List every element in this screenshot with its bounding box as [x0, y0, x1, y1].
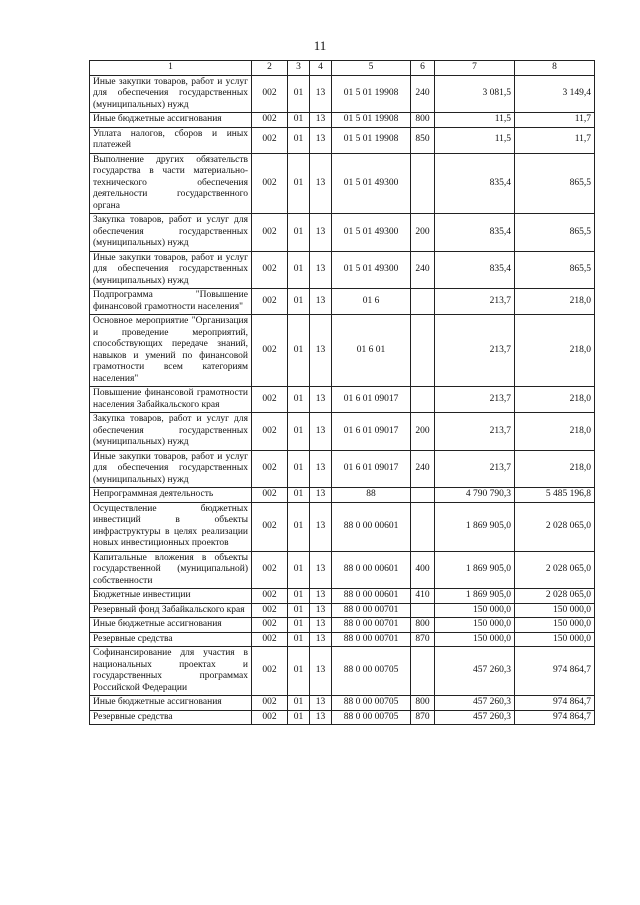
- row-name: Уплата налогов, сборов и иных платежей: [90, 127, 252, 153]
- cell-amount-year-1: 213,7: [435, 289, 515, 315]
- cell-expense-type: 200: [411, 413, 435, 451]
- cell-target-item: 88 0 00 00601: [332, 589, 411, 604]
- cell-subsection: 13: [310, 75, 332, 113]
- cell-expense-type: [411, 387, 435, 413]
- cell-expense-type: 870: [411, 632, 435, 647]
- cell-expense-type: [411, 502, 435, 551]
- cell-target-item: 01 5 01 19908: [332, 127, 411, 153]
- cell-ministry: 002: [252, 127, 288, 153]
- cell-ministry: 002: [252, 551, 288, 589]
- cell-amount-year-1: 457 260,3: [435, 647, 515, 696]
- cell-amount-year-1: 150 000,0: [435, 603, 515, 618]
- cell-amount-year-2: 865,5: [515, 153, 595, 214]
- row-name: Закупка товаров, работ и услуг для обеспечения государственных (муниципальных) нужд: [90, 413, 252, 451]
- cell-section: 01: [288, 214, 310, 252]
- cell-expense-type: [411, 647, 435, 696]
- cell-expense-type: [411, 488, 435, 503]
- row-name: Непрограммная деятельность: [90, 488, 252, 503]
- table-row: [90, 450, 595, 488]
- cell-amount-year-1: 835,4: [435, 153, 515, 214]
- page-number: 11: [313, 38, 327, 53]
- table-row: [90, 315, 595, 387]
- row-name: Капитальные вложения в объекты государственной (муниципальной) собственности: [90, 551, 252, 589]
- cell-expense-type: 800: [411, 696, 435, 711]
- table-row: [90, 502, 595, 551]
- cell-ministry: 002: [252, 413, 288, 451]
- cell-subsection: 13: [310, 632, 332, 647]
- cell-amount-year-2: 150 000,0: [515, 603, 595, 618]
- table-row: [90, 75, 595, 113]
- table-body: [90, 75, 595, 725]
- cell-ministry: 002: [252, 387, 288, 413]
- cell-amount-year-2: 218,0: [515, 387, 595, 413]
- table-row: [90, 618, 595, 633]
- cell-ministry: 002: [252, 502, 288, 551]
- cell-ministry: 002: [252, 153, 288, 214]
- cell-target-item: 01 6 01: [332, 315, 411, 387]
- cell-expense-type: [411, 603, 435, 618]
- row-name: Выполнение других обязательств государства в части материально-технического обеспечения деятельности государственного органа: [90, 153, 252, 214]
- cell-section: 01: [288, 710, 310, 725]
- table-row: [90, 387, 595, 413]
- cell-target-item: 01 6 01 09017: [332, 450, 411, 488]
- cell-amount-year-1: 11,5: [435, 127, 515, 153]
- row-name: Резервные средства: [90, 632, 252, 647]
- row-name: Резервные средства: [90, 710, 252, 725]
- cell-amount-year-2: 218,0: [515, 315, 595, 387]
- cell-amount-year-1: 150 000,0: [435, 632, 515, 647]
- cell-section: 01: [288, 632, 310, 647]
- cell-ministry: 002: [252, 289, 288, 315]
- table-row: [90, 289, 595, 315]
- cell-amount-year-1: 213,7: [435, 387, 515, 413]
- cell-amount-year-2: 974 864,7: [515, 647, 595, 696]
- cell-target-item: 01 5 01 19908: [332, 113, 411, 128]
- cell-amount-year-2: 150 000,0: [515, 632, 595, 647]
- cell-ministry: 002: [252, 214, 288, 252]
- cell-amount-year-2: 2 028 065,0: [515, 589, 595, 604]
- cell-ministry: 002: [252, 632, 288, 647]
- cell-subsection: 13: [310, 710, 332, 725]
- cell-section: 01: [288, 450, 310, 488]
- cell-subsection: 13: [310, 502, 332, 551]
- row-name: Резервный фонд Забайкальского края: [90, 603, 252, 618]
- cell-section: 01: [288, 251, 310, 289]
- cell-amount-year-1: 1 869 905,0: [435, 551, 515, 589]
- column-header: 7: [435, 61, 515, 76]
- cell-subsection: 13: [310, 251, 332, 289]
- table-row: [90, 710, 595, 725]
- table-row: [90, 589, 595, 604]
- column-header: 5: [332, 61, 411, 76]
- cell-ministry: 002: [252, 488, 288, 503]
- cell-expense-type: 200: [411, 214, 435, 252]
- cell-target-item: 01 5 01 19908: [332, 75, 411, 113]
- cell-section: 01: [288, 387, 310, 413]
- cell-target-item: 88 0 00 00705: [332, 696, 411, 711]
- cell-target-item: 88: [332, 488, 411, 503]
- cell-expense-type: [411, 315, 435, 387]
- cell-ministry: 002: [252, 647, 288, 696]
- column-header: 2: [252, 61, 288, 76]
- column-header: 3: [288, 61, 310, 76]
- cell-section: 01: [288, 502, 310, 551]
- cell-expense-type: 800: [411, 618, 435, 633]
- table-row: [90, 251, 595, 289]
- cell-section: 01: [288, 315, 310, 387]
- cell-subsection: 13: [310, 153, 332, 214]
- cell-expense-type: 850: [411, 127, 435, 153]
- cell-ministry: 002: [252, 251, 288, 289]
- cell-subsection: 13: [310, 315, 332, 387]
- cell-amount-year-1: 1 869 905,0: [435, 502, 515, 551]
- cell-target-item: 88 0 00 00701: [332, 632, 411, 647]
- cell-subsection: 13: [310, 450, 332, 488]
- cell-target-item: 88 0 00 00705: [332, 710, 411, 725]
- column-header: 6: [411, 61, 435, 76]
- row-name: Иные закупки товаров, работ и услуг для обеспечения государственных (муниципальных) нужд: [90, 450, 252, 488]
- cell-target-item: 88 0 00 00601: [332, 551, 411, 589]
- table-row: [90, 488, 595, 503]
- cell-section: 01: [288, 603, 310, 618]
- budget-table: [89, 60, 595, 725]
- cell-amount-year-2: 974 864,7: [515, 710, 595, 725]
- cell-expense-type: 240: [411, 450, 435, 488]
- cell-section: 01: [288, 551, 310, 589]
- cell-amount-year-1: 150 000,0: [435, 618, 515, 633]
- row-name: Софинансирование для участия в национальных проектах и государственных программах Российской Федерации: [90, 647, 252, 696]
- cell-target-item: 01 6 01 09017: [332, 387, 411, 413]
- cell-ministry: 002: [252, 75, 288, 113]
- cell-section: 01: [288, 75, 310, 113]
- cell-target-item: 88 0 00 00705: [332, 647, 411, 696]
- cell-ministry: 002: [252, 113, 288, 128]
- cell-subsection: 13: [310, 488, 332, 503]
- cell-target-item: 88 0 00 00701: [332, 603, 411, 618]
- row-name: Иные бюджетные ассигнования: [90, 696, 252, 711]
- cell-amount-year-1: 835,4: [435, 251, 515, 289]
- cell-amount-year-2: 974 864,7: [515, 696, 595, 711]
- cell-section: 01: [288, 289, 310, 315]
- row-name: Бюджетные инвестиции: [90, 589, 252, 604]
- cell-subsection: 13: [310, 113, 332, 128]
- cell-subsection: 13: [310, 618, 332, 633]
- cell-section: 01: [288, 127, 310, 153]
- row-name: Основное мероприятие "Организация и проведение мероприятий, способствующих передаче знаний, навыков и умений по финансовой грамотности всем категориям населения": [90, 315, 252, 387]
- cell-subsection: 13: [310, 413, 332, 451]
- column-header: 4: [310, 61, 332, 76]
- row-name: Осуществление бюджетных инвестиций в объекты инфраструктуры в целях реализации новых инвестиционных проектов: [90, 502, 252, 551]
- cell-section: 01: [288, 696, 310, 711]
- cell-ministry: 002: [252, 450, 288, 488]
- cell-expense-type: 240: [411, 75, 435, 113]
- table-row: [90, 113, 595, 128]
- cell-section: 01: [288, 153, 310, 214]
- table-row: [90, 696, 595, 711]
- cell-target-item: 01 5 01 49300: [332, 214, 411, 252]
- cell-ministry: 002: [252, 603, 288, 618]
- cell-target-item: 01 5 01 49300: [332, 251, 411, 289]
- cell-ministry: 002: [252, 710, 288, 725]
- cell-section: 01: [288, 113, 310, 128]
- cell-expense-type: 800: [411, 113, 435, 128]
- cell-ministry: 002: [252, 618, 288, 633]
- cell-section: 01: [288, 647, 310, 696]
- cell-expense-type: [411, 289, 435, 315]
- column-header: 8: [515, 61, 595, 76]
- column-header: 1: [90, 61, 252, 76]
- cell-expense-type: 240: [411, 251, 435, 289]
- cell-amount-year-2: 218,0: [515, 289, 595, 315]
- cell-amount-year-1: 213,7: [435, 413, 515, 451]
- cell-amount-year-1: 457 260,3: [435, 710, 515, 725]
- cell-ministry: 002: [252, 589, 288, 604]
- cell-subsection: 13: [310, 214, 332, 252]
- cell-amount-year-2: 11,7: [515, 113, 595, 128]
- cell-amount-year-2: 865,5: [515, 214, 595, 252]
- cell-amount-year-1: 213,7: [435, 315, 515, 387]
- cell-amount-year-2: 218,0: [515, 413, 595, 451]
- cell-expense-type: 870: [411, 710, 435, 725]
- cell-amount-year-2: 2 028 065,0: [515, 551, 595, 589]
- cell-amount-year-2: 150 000,0: [515, 618, 595, 633]
- cell-subsection: 13: [310, 603, 332, 618]
- table-row: [90, 214, 595, 252]
- cell-expense-type: 410: [411, 589, 435, 604]
- row-name: Иные закупки товаров, работ и услуг для обеспечения государственных (муниципальных) нужд: [90, 75, 252, 113]
- cell-subsection: 13: [310, 289, 332, 315]
- cell-expense-type: [411, 153, 435, 214]
- table-row: [90, 153, 595, 214]
- table-row: [90, 603, 595, 618]
- cell-amount-year-2: 11,7: [515, 127, 595, 153]
- table-header-row: [90, 61, 595, 76]
- cell-amount-year-1: 835,4: [435, 214, 515, 252]
- row-name: Закупка товаров, работ и услуг для обеспечения государственных (муниципальных) нужд: [90, 214, 252, 252]
- cell-amount-year-1: 1 869 905,0: [435, 589, 515, 604]
- cell-section: 01: [288, 618, 310, 633]
- cell-subsection: 13: [310, 696, 332, 711]
- table-row: [90, 127, 595, 153]
- cell-section: 01: [288, 413, 310, 451]
- cell-amount-year-2: 218,0: [515, 450, 595, 488]
- cell-subsection: 13: [310, 387, 332, 413]
- cell-section: 01: [288, 589, 310, 604]
- cell-target-item: 01 6: [332, 289, 411, 315]
- cell-ministry: 002: [252, 315, 288, 387]
- cell-subsection: 13: [310, 127, 332, 153]
- cell-target-item: 01 5 01 49300: [332, 153, 411, 214]
- cell-subsection: 13: [310, 589, 332, 604]
- row-name: Иные бюджетные ассигнования: [90, 618, 252, 633]
- cell-amount-year-2: 5 485 196,8: [515, 488, 595, 503]
- cell-ministry: 002: [252, 696, 288, 711]
- cell-expense-type: 400: [411, 551, 435, 589]
- row-name: Подпрограмма "Повышение финансовой грамотности населения": [90, 289, 252, 315]
- table-row: [90, 551, 595, 589]
- row-name: Повышение финансовой грамотности населения Забайкальского края: [90, 387, 252, 413]
- cell-amount-year-2: 2 028 065,0: [515, 502, 595, 551]
- cell-amount-year-1: 213,7: [435, 450, 515, 488]
- cell-section: 01: [288, 488, 310, 503]
- cell-amount-year-2: 865,5: [515, 251, 595, 289]
- cell-amount-year-1: 3 081,5: [435, 75, 515, 113]
- row-name: Иные бюджетные ассигнования: [90, 113, 252, 128]
- cell-target-item: 88 0 00 00701: [332, 618, 411, 633]
- cell-amount-year-1: 457 260,3: [435, 696, 515, 711]
- cell-amount-year-1: 4 790 790,3: [435, 488, 515, 503]
- cell-subsection: 13: [310, 647, 332, 696]
- table-row: [90, 413, 595, 451]
- cell-subsection: 13: [310, 551, 332, 589]
- cell-target-item: 88 0 00 00601: [332, 502, 411, 551]
- cell-amount-year-2: 3 149,4: [515, 75, 595, 113]
- cell-target-item: 01 6 01 09017: [332, 413, 411, 451]
- cell-amount-year-1: 11,5: [435, 113, 515, 128]
- table-row: [90, 632, 595, 647]
- row-name: Иные закупки товаров, работ и услуг для обеспечения государственных (муниципальных) нужд: [90, 251, 252, 289]
- table-row: [90, 647, 595, 696]
